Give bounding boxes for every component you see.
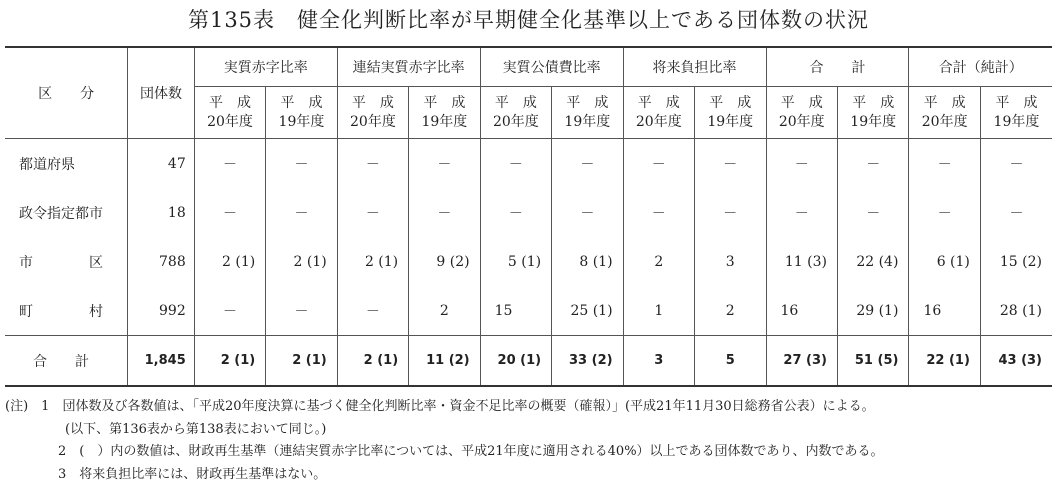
year-era-label: 平 成 [280,94,323,111]
table-cell: － [409,188,480,237]
table-cell: － [266,139,337,189]
year-label: 19年度 [850,113,897,130]
year-era-label: 平 成 [423,94,466,111]
table-cell: 11 (2) [409,336,480,387]
year-header-11 [909,87,980,139]
header-group-2: 連結実質赤字比率 [337,47,480,87]
year-era-label: 平 成 [780,94,823,111]
table-cell: 15 (2) [980,237,1052,286]
table-cell: 22 (1) [909,336,980,387]
notes [5,396,884,486]
year-header-4 [409,87,480,139]
table-cell: 11 (3) [766,237,837,286]
table-cell: － [337,139,408,189]
table-cell: － [766,188,837,237]
year-era-label: 平 成 [566,94,609,111]
table-row [5,336,1052,387]
year-header-6 [552,87,623,139]
row-label: 都道府県 [19,156,75,173]
year-header-2 [266,87,337,139]
year-label: 20年度 [635,113,682,130]
table-cell: 1 [623,286,694,336]
table-cell: 29 (1) [837,286,908,336]
row-count: 1,845 [128,336,194,387]
table-cell: － [480,188,551,237]
table-cell: 2 (1) [337,237,408,286]
table-cell: 6 (1) [909,237,980,286]
year-header-8 [695,87,766,139]
year-era-label: 平 成 [494,94,537,111]
note-1: (注) 1 団体数及び各数値は、「平成20年度決算に基づく健全化判断比率・資金不足比率の概要（確報）」(平成21年11月30日総務省公表）による。 [5,399,875,414]
table-row [5,237,1052,286]
year-label: 20年度 [350,113,396,130]
row-label: 合 計 [33,353,89,370]
year-era-label: 平 成 [995,94,1038,111]
header-category: 区 分 [5,47,128,139]
table-cell: － [194,188,265,237]
table-cell: 5 [695,336,766,387]
table-cell: 16 [766,286,837,336]
table-cell: 22 (4) [837,237,908,286]
table-cell: 2 [623,237,694,286]
table-cell: 2 [695,286,766,336]
table-cell: 2 (1) [266,336,337,387]
table-cell: － [337,188,408,237]
row-label: 市 区 [19,254,103,271]
table-cell: － [837,139,908,189]
header-group-1: 実質赤字比率 [194,47,337,87]
year-label: 19年度 [278,113,325,130]
header-group-5: 合 計 [766,47,909,87]
row-count: 18 [128,188,194,237]
year-era-label: 平 成 [637,94,680,111]
table-cell: － [623,188,694,237]
table-cell: － [695,188,766,237]
table-cell: 2 (1) [194,336,265,387]
year-header-10 [837,87,908,139]
table-cell: － [480,139,551,189]
table-cell: 33 (2) [552,336,623,387]
note-1-cont: (以下、第136表から第138表において同じ。) [65,421,327,437]
header-group-3: 実質公債費比率 [480,47,623,87]
year-header-1 [194,87,265,139]
row-count: 992 [128,286,194,336]
table-row [5,286,1052,336]
table-cell: 43 (3) [980,336,1052,387]
table-cell: 16 [909,286,980,336]
table-cell: － [194,286,265,336]
year-header-9 [766,87,837,139]
table-cell: 9 (2) [409,237,480,286]
header-group-6: 合計（純計） [909,47,1052,87]
table-cell: 3 [623,336,694,387]
year-label: 19年度 [707,113,754,130]
table-cell: 3 [695,237,766,286]
year-header-5 [480,87,551,139]
year-era-label: 平 成 [208,94,251,111]
year-label: 19年度 [421,113,468,130]
table-cell: 2 (1) [266,237,337,286]
data-table [5,46,1052,387]
table-cell: 15 [480,286,551,336]
year-label: 20年度 [778,113,825,130]
table-cell: 2 (1) [194,237,265,286]
year-label: 20年度 [921,113,968,130]
row-label: 町 村 [19,303,103,320]
table-cell: 28 (1) [980,286,1052,336]
table-cell: 25 (1) [552,286,623,336]
table-cell: － [552,139,623,189]
row-count: 788 [128,237,194,286]
page-title: 第135表 健全化判断比率が早期健全化基準以上である団体数の状況 [187,8,870,32]
table-cell: － [337,286,408,336]
table-cell: － [266,188,337,237]
table-cell: 8 (1) [552,237,623,286]
row-label: 政令指定都市 [19,205,103,222]
header-count: 団体数 [128,47,194,139]
table-cell: － [552,188,623,237]
year-header-12 [980,87,1052,139]
table-cell: － [980,139,1052,189]
table-cell: － [194,139,265,189]
year-label: 19年度 [993,113,1040,130]
table-cell: － [766,139,837,189]
row-count: 47 [128,139,194,189]
table-cell: 27 (3) [766,336,837,387]
table-cell: － [623,139,694,189]
table-cell: － [695,139,766,189]
table-cell: － [266,286,337,336]
table-cell: － [909,188,980,237]
table-cell: 51 (5) [837,336,908,387]
table-cell: 2 (1) [337,336,408,387]
table-cell: － [909,139,980,189]
table-cell: 20 (1) [480,336,551,387]
year-label: 20年度 [492,113,539,130]
table-cell: 5 (1) [480,237,551,286]
year-header-7 [623,87,694,139]
year-header-3 [337,87,408,139]
note-3: 3 将来負担比率には、財政再生基準はない。 [58,466,327,482]
year-label: 20年度 [207,113,253,130]
year-era-label: 平 成 [852,94,895,111]
table-cell: － [409,139,480,189]
table-cell: 2 [409,286,480,336]
table-cell: － [980,188,1052,237]
table-row [5,139,1052,189]
year-label: 19年度 [564,113,611,130]
table-row [5,188,1052,237]
header-group-4: 将来負担比率 [623,47,766,87]
table-cell: － [837,188,908,237]
note-2: 2 ( ）内の数値は、財政再生基準（連結実質赤字比率については、平成21年度に適用される40%）以上である団体数であり、内数である。 [58,444,884,459]
year-era-label: 平 成 [709,94,752,111]
year-era-label: 平 成 [923,94,966,111]
year-era-label: 平 成 [351,94,394,111]
